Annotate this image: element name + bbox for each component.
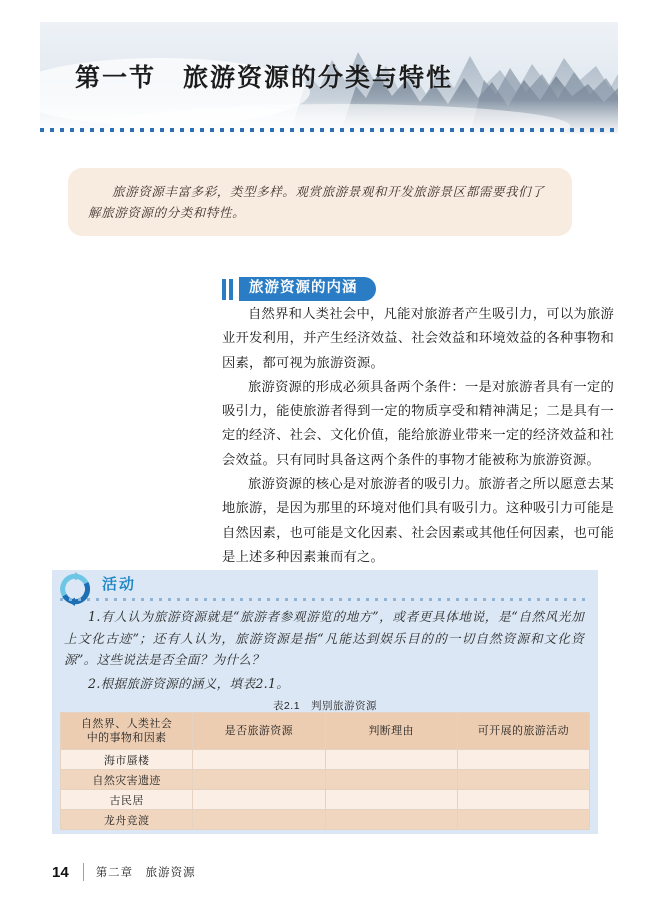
table-cell-activities[interactable]: [457, 790, 589, 810]
double-bar-icon: [222, 279, 233, 300]
judgement-table: [60, 712, 590, 830]
table-row: [61, 750, 590, 770]
header-dotted-rule: [40, 128, 618, 132]
table-cell-item: 古民居: [61, 790, 193, 810]
table-cell-activities[interactable]: [457, 750, 589, 770]
activity-item-2: 2.根据旅游资源的涵义，填表2.1。: [88, 675, 290, 691]
table-cell-is-resource[interactable]: [193, 770, 325, 790]
table-cell-is-resource[interactable]: [193, 750, 325, 770]
page-footer: [52, 862, 196, 882]
table-cell-is-resource[interactable]: [193, 790, 325, 810]
table-header-reason: 判断理由: [325, 713, 457, 750]
body-paragraph-1: 自然界和人类社会中，凡能对旅游者产生吸引力，可以为旅游业开发利用，并产生经济效益、社会效益和环境效益的各种事物和因素，都可视为旅游资源。: [222, 307, 614, 371]
table-cell-is-resource[interactable]: [193, 810, 325, 830]
table-header-item: [61, 713, 193, 750]
table-header-is-resource: 是否旅游资源: [193, 713, 325, 750]
table-row: [61, 790, 590, 810]
table-header-activities: 可开展的旅游活动: [457, 713, 589, 750]
intro-callout-box: [68, 168, 572, 236]
table-cell-item: 海市蜃楼: [61, 750, 193, 770]
section-heading: [222, 277, 376, 301]
table-cell-activities[interactable]: [457, 810, 589, 830]
table-row: [61, 810, 590, 830]
table-header-item-line2: 中的事物和因素: [86, 732, 167, 744]
section-heading-label: 旅游资源的内涵: [239, 277, 376, 301]
activity-label: 活动: [102, 576, 137, 593]
table-cell-item: 自然灾害遗迹: [61, 770, 193, 790]
table-caption: 表2.1 判别旅游资源: [272, 700, 378, 712]
body-copy: [222, 303, 614, 570]
chapter-label: 第二章 旅游资源: [95, 867, 196, 879]
table-cell-reason[interactable]: [325, 790, 457, 810]
table-header-item-line1: 自然界、人类社会: [81, 718, 173, 730]
activity-dotted-rule: [60, 598, 588, 601]
page-title: 第一节 旅游资源的分类与特性: [75, 65, 454, 92]
activity-header: [52, 570, 598, 606]
table-cell-reason[interactable]: [325, 750, 457, 770]
table-header-row: [61, 713, 590, 750]
activity-item-1: 1.有人认为旅游资源就是“旅游者参观游览的地方”，或者更具体地说，是“自然风光加上文化古迹”；还有人认为，旅游资源是指“凡能达到娱乐目的的一切自然资源和文化资源”。这些说法是否全面？为什么？: [64, 609, 584, 667]
table-cell-reason[interactable]: [325, 770, 457, 790]
page-number: 14: [52, 863, 69, 881]
chapter-header-banner: [40, 22, 618, 134]
table-row: [61, 770, 590, 790]
table-cell-reason[interactable]: [325, 810, 457, 830]
activity-items: [64, 606, 584, 696]
intro-text: 旅游资源丰富多彩，类型多样。观赏旅游景观和开发旅游景区都需要我们了解旅游资源的分类和特性。: [88, 184, 545, 220]
activity-box: [52, 570, 598, 834]
table-cell-item: 龙舟竞渡: [61, 810, 193, 830]
table-cell-activities[interactable]: [457, 770, 589, 790]
footer-divider: [83, 863, 84, 881]
body-paragraph-2: 旅游资源的形成必须具备两个条件：一是对旅游者具有一定的吸引力，能使旅游者得到一定的物质享受和精神满足；二是具有一定的经济、社会、文化价值，能给旅游业带来一定的经济效益和社会效益。只有同时具备这两个条件的事物才能被称为旅游资源。: [222, 379, 614, 468]
body-paragraph-3: 旅游资源的核心是对旅游者的吸引力。旅游者之所以愿意去某地旅游，是因为那里的环境对他们具有吸引力。这种吸引力可能是自然因素，也可能是文化因素、社会因素或其他任何因素，也可能是上述多种因素兼而有之。: [222, 477, 614, 565]
